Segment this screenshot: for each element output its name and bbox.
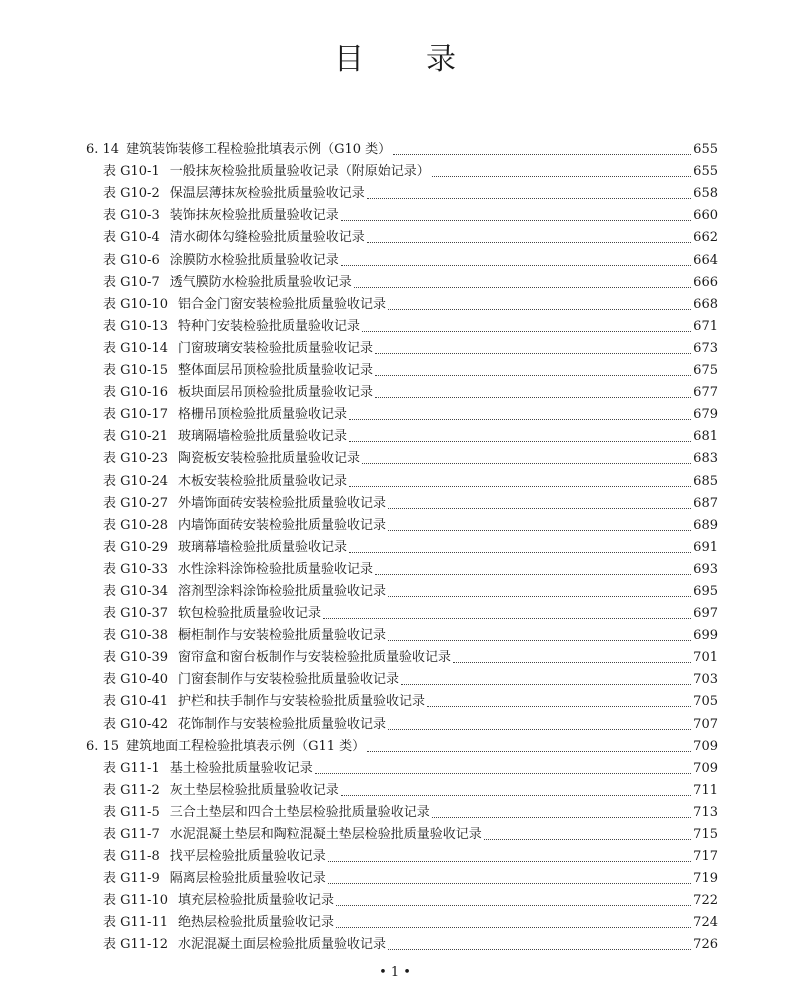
toc-entry-page-number: 662 [693,230,718,246]
dot-leader [375,375,691,376]
dot-leader [367,198,691,199]
toc-table-entry[interactable] [86,622,718,644]
toc-entry-number: 表 G10-6 [103,252,160,268]
toc-entry-page-number: 655 [693,142,718,158]
toc-table-entry[interactable] [86,291,718,313]
toc-entry-number: 表 G10-7 [103,274,160,290]
toc-entry-title: 透气膜防水检验批质量验收记录 [169,274,352,290]
toc-entry-page-number: 697 [693,606,718,622]
toc-entry-title: 三合土垫层和四合土垫层检验批质量验收记录 [169,804,430,820]
toc-entry-title: 玻璃幕墙检验批质量验收记录 [178,539,348,555]
toc-entry-number: 表 G11-7 [103,827,160,842]
toc-entry-title: 保温层薄抹灰检验批质量验收记录 [169,186,365,202]
dot-leader [388,530,691,531]
toc-entry-title: 板块面层吊顶检验批质量验收记录 [178,385,374,401]
toc-entry-page-number: 675 [693,363,718,379]
table-of-contents [86,136,718,953]
toc-entry-page-number: 724 [693,915,718,931]
toc-table-entry[interactable] [86,357,718,379]
dot-leader [354,287,691,288]
toc-table-entry[interactable] [86,600,718,622]
dot-leader [367,242,691,243]
toc-entry-page-number: 695 [693,583,718,599]
page-number: • 1 • [379,965,411,980]
toc-entry-number: 表 G10-28 [103,517,168,533]
dot-leader [341,220,691,221]
dot-leader [432,817,691,818]
dot-leader [362,331,691,332]
toc-entry-number: 表 G10-2 [103,186,160,202]
dot-leader [349,486,691,487]
toc-entry-page-number: 658 [693,186,718,202]
dot-leader [341,265,691,266]
dot-leader [315,773,691,774]
toc-entry-title: 外墙饰面砖安装检验批质量验收记录 [178,495,387,511]
toc-table-entry[interactable] [86,777,718,799]
dot-leader [362,463,691,464]
toc-entry-title: 玻璃隔墙检验批质量验收记录 [178,429,348,445]
dot-leader [432,176,691,177]
toc-entry-number: 表 G10-1 [103,164,160,180]
toc-entry-page-number: 687 [693,495,718,511]
toc-entry-page-number: 681 [693,429,718,445]
toc-entry-page-number: 691 [693,539,718,555]
dot-leader [388,949,691,950]
toc-entry-number: 表 G10-17 [103,407,168,423]
dot-leader [388,729,691,730]
toc-entry-title: 橱柜制作与安装检验批质量验收记录 [178,628,387,644]
toc-entry-page-number: 677 [693,385,718,401]
toc-table-entry[interactable] [86,379,718,401]
toc-entry-number: 表 G10-4 [103,230,160,246]
toc-entry-title: 门窗玻璃安装检验批质量验收记录 [178,340,374,356]
toc-table-entry[interactable] [86,202,718,224]
toc-entry-title: 门窗套制作与安装检验批质量验收记录 [178,672,400,688]
toc-entry-title: 格栅吊顶检验批质量验收记录 [178,407,348,423]
toc-entry-title: 护栏和扶手制作与安装检验批质量验收记录 [178,694,426,710]
toc-entry-number: 表 G10-27 [103,495,168,511]
toc-table-entry[interactable] [86,710,718,732]
dot-leader [349,419,691,420]
page-title-char: 目 [334,42,364,77]
toc-entry-number: 表 G10-3 [103,208,160,224]
toc-entry-number: 表 G10-34 [103,583,168,599]
dot-leader [427,706,691,707]
toc-entry-title: 绝热层检验批质量验收记录 [178,915,335,931]
toc-table-entry[interactable] [86,335,718,357]
toc-entry-title: 内墙饰面砖安装检验批质量验收记录 [178,517,387,533]
dot-leader [453,662,691,663]
toc-entry-number: 表 G10-41 [103,694,168,710]
toc-entry-title: 填充层检验批质量验收记录 [178,893,335,909]
toc-entry-title: 窗帘盒和窗台板制作与安装检验批质量验收记录 [178,650,452,666]
toc-table-entry[interactable] [86,865,718,887]
toc-entry-number: 表 G10-23 [103,451,168,467]
toc-entry-title: 木板安装检验批质量验收记录 [178,473,348,489]
toc-entry-number: 表 G11-9 [103,871,160,887]
toc-entry-number: 表 G11-12 [103,937,168,953]
dot-leader [375,397,691,398]
toc-entry-page-number: 664 [693,252,718,268]
dot-leader [388,508,691,509]
toc-entry-title: 找平层检验批质量验收记录 [169,849,326,865]
toc-entry-page-number: 693 [693,561,718,577]
toc-entry-page-number: 709 [693,760,718,776]
toc-entry-page-number: 666 [693,274,718,290]
toc-entry-page-number: 655 [693,164,718,180]
toc-entry-number: 6. 14 [86,142,120,158]
toc-entry-title: 水泥混凝土面层检验批质量验收记录 [178,937,387,953]
toc-table-entry[interactable] [86,578,718,600]
toc-table-entry[interactable] [86,688,718,710]
toc-entry-title: 建筑地面工程检验批填表示例（G11 类） [126,738,366,754]
toc-entry-page-number: 703 [693,672,718,688]
toc-table-entry[interactable] [86,821,718,843]
dot-leader [336,927,691,928]
page-title-char: 录 [426,42,456,77]
toc-entry-number: 表 G10-14 [103,340,168,356]
dot-leader [388,640,691,641]
dot-leader [393,154,691,155]
toc-section-entry[interactable] [86,136,718,158]
toc-entry-page-number: 683 [693,451,718,467]
toc-table-entry[interactable] [86,246,718,268]
toc-entry-title: 一般抹灰检验批质量验收记录（附原始记录） [169,164,430,180]
toc-entry-number: 6. 15 [86,738,120,754]
toc-table-entry[interactable] [86,512,718,534]
toc-table-entry[interactable] [86,887,718,909]
toc-entry-page-number: 660 [693,208,718,224]
dot-leader [388,309,691,310]
toc-entry-title: 基土检验批质量验收记录 [169,760,313,776]
toc-entry-page-number: 726 [693,937,718,953]
toc-entry-number: 表 G11-11 [103,915,168,931]
toc-entry-number: 表 G10-37 [103,606,168,622]
toc-entry-number: 表 G10-15 [103,363,168,379]
toc-entry-number: 表 G11-5 [103,804,160,820]
toc-entry-page-number: 673 [693,340,718,356]
toc-entry-number: 表 G11-10 [103,893,168,909]
toc-table-entry[interactable] [86,931,718,953]
toc-entry-title: 隔离层检验批质量验收记录 [169,871,326,887]
toc-table-entry[interactable] [86,180,718,202]
dot-leader [328,861,691,862]
dot-leader [375,353,691,354]
dot-leader [341,795,691,796]
dot-leader [388,596,691,597]
dot-leader [349,552,691,553]
toc-entry-page-number: 713 [693,804,718,820]
toc-entry-page-number: 719 [693,871,718,887]
toc-entry-number: 表 G10-13 [103,318,168,334]
toc-entry-number: 表 G10-40 [103,672,168,688]
toc-table-entry[interactable] [86,556,718,578]
toc-entry-page-number: 668 [693,296,718,312]
toc-table-entry[interactable] [86,423,718,445]
toc-entry-title: 软包检验批质量验收记录 [178,606,322,622]
toc-table-entry[interactable] [86,666,718,688]
toc-entry-page-number: 679 [693,407,718,423]
toc-entry-number: 表 G10-33 [103,561,168,577]
toc-table-entry[interactable] [86,401,718,423]
toc-entry-number: 表 G10-39 [103,650,168,666]
toc-entry-number: 表 G11-2 [103,782,160,798]
toc-entry-number: 表 G10-29 [103,539,168,555]
toc-entry-page-number: 711 [693,782,718,798]
toc-entry-number: 表 G10-38 [103,628,168,644]
toc-entry-title: 铝合金门窗安装检验批质量验收记录 [178,296,387,312]
toc-table-entry[interactable] [86,467,718,489]
toc-entry-page-number: 671 [693,318,718,334]
toc-entry-number: 表 G10-21 [103,429,168,445]
toc-entry-page-number: 707 [693,716,718,732]
dot-leader [484,839,691,840]
toc-entry-title: 建筑装饰装修工程检验批填表示例（G10 类） [126,142,392,158]
dot-leader [375,574,691,575]
toc-table-entry[interactable] [86,313,718,335]
toc-entry-number: 表 G10-16 [103,385,168,401]
toc-table-entry[interactable] [86,909,718,931]
toc-entry-title: 特种门安装检验批质量验收记录 [178,318,361,334]
dot-leader [401,684,691,685]
dot-leader [328,883,691,884]
toc-entry-number: 表 G10-10 [103,296,168,312]
toc-section-entry[interactable] [86,733,718,755]
toc-entry-number: 表 G10-24 [103,473,168,489]
toc-entry-page-number: 701 [693,650,718,666]
toc-entry-title: 灰土垫层检验批质量验收记录 [169,782,339,798]
dot-leader [336,905,691,906]
dot-leader [367,751,691,752]
toc-table-entry[interactable] [86,534,718,556]
toc-table-entry[interactable] [86,799,718,821]
toc-entry-page-number: 722 [693,893,718,909]
toc-entry-title: 整体面层吊顶检验批质量验收记录 [178,363,374,379]
toc-entry-title: 陶瓷板安装检验批质量验收记录 [178,451,361,467]
dot-leader [349,441,691,442]
toc-entry-number: 表 G11-1 [103,760,160,776]
toc-entry-page-number: 715 [693,827,718,842]
toc-entry-page-number: 699 [693,628,718,644]
toc-table-entry[interactable] [86,269,718,291]
toc-entry-title: 花饰制作与安装检验批质量验收记录 [178,716,387,732]
toc-table-entry[interactable] [86,445,718,467]
toc-entry-number: 表 G11-8 [103,849,160,865]
toc-entry-page-number: 689 [693,517,718,533]
toc-entry-page-number: 685 [693,473,718,489]
toc-entry-title: 涂膜防水检验批质量验收记录 [169,252,339,268]
toc-entry-title: 水性涂料涂饰检验批质量验收记录 [178,561,374,577]
page-title [0,40,790,80]
toc-entry-title: 溶剂型涂料涂饰检验批质量验收记录 [178,583,387,599]
toc-table-entry[interactable] [86,843,718,865]
toc-table-entry[interactable] [86,755,718,777]
toc-table-entry[interactable] [86,158,718,180]
toc-entry-page-number: 717 [693,849,718,865]
toc-entry-page-number: 709 [693,738,718,754]
dot-leader [323,618,691,619]
toc-entry-title: 水泥混凝土垫层和陶粒混凝土垫层检验批质量验收记录 [169,827,482,842]
toc-entry-number: 表 G10-42 [103,716,168,732]
toc-table-entry[interactable] [86,224,718,246]
toc-entry-title: 装饰抹灰检验批质量验收记录 [169,208,339,224]
toc-table-entry[interactable] [86,644,718,666]
toc-entry-title: 清水砌体勾缝检验批质量验收记录 [169,230,365,246]
toc-entry-page-number: 705 [693,694,718,710]
toc-table-entry[interactable] [86,490,718,512]
